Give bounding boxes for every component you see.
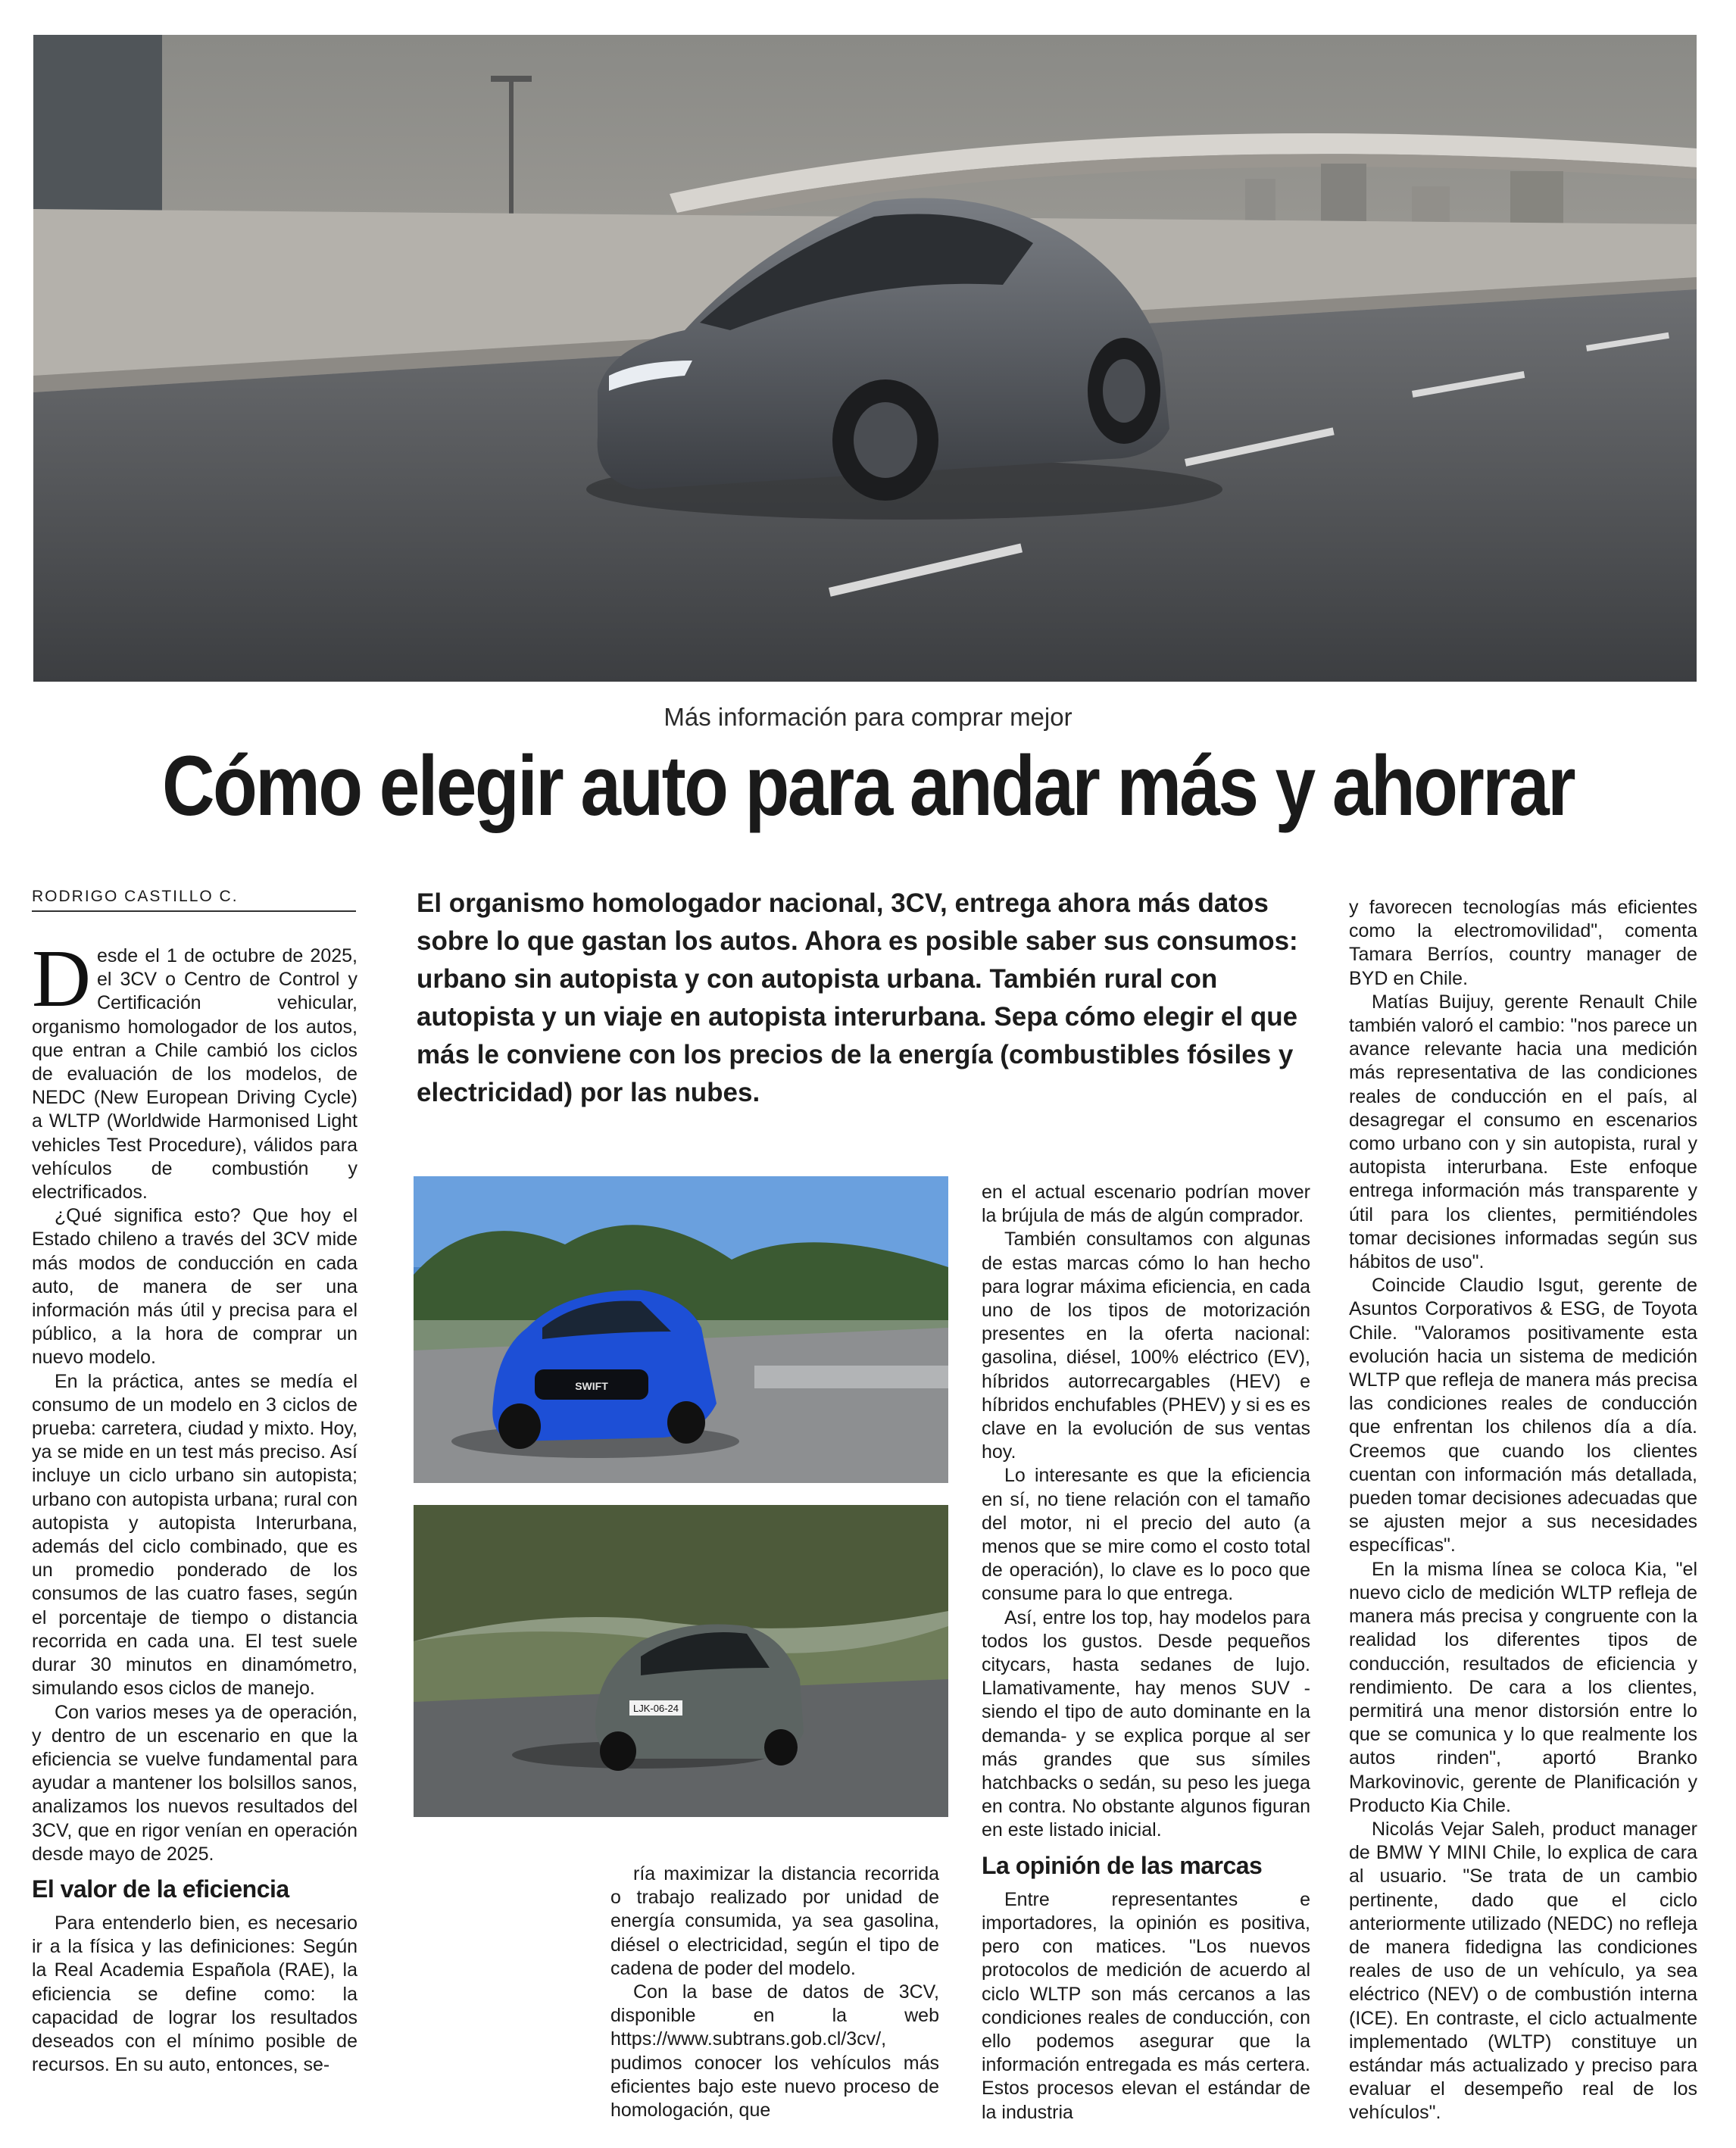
article-headline: Cómo elegir auto para andar más y ahorrar <box>161 738 1575 833</box>
article-lead: El organismo homologador nacional, 3CV, entrega ahora más datos sobre lo que gastan los autos. Ahora es posible saber sus consumos: urbano sin autopista y con autopista urbana. También rural con autopista y un viaje en autopista interurbana. Sepa cómo elegir el que más le conviene con los precios de la energía (combustibles fósiles y electricidad) por las nubes. <box>417 888 1298 1107</box>
paragraph: Desde el 1 de octubre de 2025, el 3CV o Centro de Control y Certificación vehicular, organismo homologador de los autos, que entran a Chile cambió los ciclos de evaluación de los modelos, de NEDC (New European Driving Cycle) a WLTP (Worldwide Harmonised Light vehicles Test Procedure), válidos para vehículos de combustión y electrificados. <box>32 934 358 1204</box>
paragraph: Matías Buijuy, gerente Renault Chile también valoró el cambio: "nos parece un avance relevante hacia una medición más representativa de las condiciones reales de conducción en el país, al desagregar el consumo en escenarios como urbano con y sin autopista, rural y autopista interurbana. Este enfoque entrega información más transparente y útil para los clientes, permitiéndoles tomar decisiones informadas según sus hábitos de uso". <box>1349 991 1697 1273</box>
photo1-badge: SWIFT <box>575 1380 608 1392</box>
paragraph: En la práctica, antes se medía el consumo de un modelo en 3 ciclos de prueba: carretera, ciudad y mixto. Hoy, ya se mide en un test más preciso. Así incluye un ciclo urbano sin autopista; urbano con autopista urbana; rural con autopista y autopista Interurbana, además del ciclo combinado, que es un promedio ponderado de los consumos de las cuatro fases, según el porcentaje de tiempo o distancia recorrida en cada una. El test suele durar 30 minutos en dinamómetro, simulando esos ciclos de manejo. <box>32 1370 358 1700</box>
paragraph: ¿Qué significa esto? Que hoy el Estado chileno a través del 3CV mide más modos de conducción en cada auto, de manera de ser una información más útil y precisa para el público, a la hora de comprar un nuevo modelo. <box>32 1205 358 1369</box>
paragraph: ría maximizar la distancia recorrida o trabajo realizado por unidad de energía consumida, ya sea gasolina, diésel o electricidad, según el tipo de cadena de poder del modelo. <box>610 1863 939 1979</box>
photo-gray-hatchback <box>414 1505 948 1817</box>
paragraph: Con varios meses ya de operación, y dentro de un escenario en que la eficiencia se vuelve fundamental para ayudar a mantener los bolsillos sanos, analizamos los nuevos resultados del 3CV, que en rigor venían en operación desde mayo de 2025. <box>32 1701 358 1865</box>
article-byline: RODRIGO CASTILLO C. <box>32 888 356 912</box>
subheading: El valor de la eficiencia <box>32 1875 289 1903</box>
license-plate-text: LJK-06-24 <box>633 1703 679 1714</box>
paragraph: Coincide Claudio Isgut, gerente de Asuntos Corporativos & ESG, de Toyota Chile. "Valoramos positivamente esta evolución hacia un sistema de medición WLTP que refleja de manera más precisa las condiciones reales de conducción que enfrentan los chilenos día a día. Creemos que cuando los clientes cuentan con información más detallada, pueden tomar decisiones adecuadas que se ajusten mejor a sus necesidades específicas". <box>1349 1275 1697 1556</box>
paragraph: Nicolás Vejar Saleh, product manager de BMW Y MINI Chile, lo explica de cara al usuario. "Se trata de un cambio pertinente, dado que el ciclo anteriormente utilizado (NEDC) no refleja de manera fidedigna las condiciones reales de uso de un vehículo, ya sea eléctrico (NEV) o de combustión interna (ICE). En contraste, el ciclo actualmente implementado (WLTP) constituye un estándar más actualizado y preciso para evaluar el desempeño real de los vehículos". <box>1349 1818 1697 2124</box>
paragraph: Con la base de datos de 3CV, disponible en la web https://www.subtrans.gob.cl/3cv/, pudimos conocer los vehículos más eficientes bajo este nuevo proceso de homologación, que <box>610 1981 939 2121</box>
column-1 <box>32 934 358 2077</box>
gray-car-illustration <box>414 1505 948 1817</box>
paragraph: Así, entre los top, hay modelos para todos los gustos. Desde pequeños citycars, hasta sedanes de lujo. Llamativamente, hay menos SUV -siendo el tipo de auto dominante en la demanda- y se explica porque al ser más grandes que sus símiles hatchbacks o sedán, su peso les juega en contra. No obstante algunos figuran en este listado inicial. <box>982 1606 1310 1841</box>
column-3 <box>982 1181 1310 2125</box>
paragraph: Para entenderlo bien, es necesario ir a la física y las definiciones: Según la Real Academia Española (RAE), la eficiencia se define como: la capacidad de lograr los resultados deseados con el mínimo posible de recursos. En su auto, entonces, se- <box>32 1912 358 2076</box>
paragraph: También consultamos con algunas de estas marcas cómo lo han hecho para lograr máxima eficiencia, en cada uno de los tipos de motorización presentes en la oferta nacional: gasolina, diésel, 100% eléctrico (EV), híbridos autorrecargables (HEV) e híbridos enchufables (PHEV) y si es es clave en la evolución de sus ventas hoy. <box>982 1229 1310 1463</box>
paragraph: en el actual escenario podrían mover la brújula de más de algún comprador. <box>982 1182 1310 1227</box>
blue-car-illustration <box>414 1176 948 1483</box>
hero-photo <box>33 35 1697 682</box>
hero-car-illustration <box>33 35 1697 682</box>
column-2 <box>610 1862 939 2122</box>
article-kicker: Más información para comprar mejor <box>663 703 1073 731</box>
subheading: La opinión de las marcas <box>982 1851 1263 1879</box>
paragraph: Lo interesante es que la eficiencia en sí, no tiene relación con el tamaño del motor, ni el precio del auto (a menos que se mire como el costo total de operación), lo clave es lo poco que consume para lo que entrega. <box>982 1465 1310 1605</box>
photo-blue-hatchback <box>414 1176 948 1483</box>
column-4 <box>1349 896 1697 2125</box>
paragraph: y favorecen tecnologías más eficientes como la electromovilidad", comenta Tamara Berríos, country manager de BYD en Chile. <box>1349 897 1697 989</box>
paragraph: Entre representantes e importadores, la opinión es positiva, pero con matices. "Los nuevos protocolos de medición de acuerdo al ciclo WLTP son más cercanos a las condiciones reales de conducción, con ello podemos asegurar que la información entregada es más certera. Estos procesos elevan el estándar de la industria <box>982 1888 1310 2123</box>
paragraph: En la misma línea se coloca Kia, "el nuevo ciclo de medición WLTP refleja de manera más precisa y congruente con la realidad los diferentes tipos de conducción, resultados de eficiencia y rendimiento. De cara a los clientes, permitirá una menor distorsión entre lo que se comunica y lo que realmente los autos rinden", aportó Branko Markovinovic, gerente de Planificación y Producto Kia Chile. <box>1349 1558 1697 1816</box>
dropcap: D <box>32 934 91 1024</box>
